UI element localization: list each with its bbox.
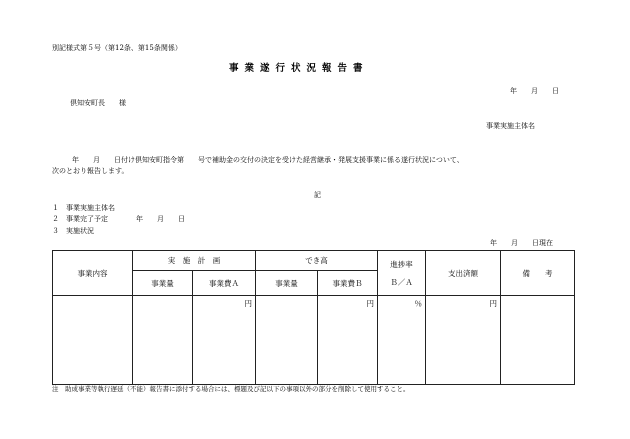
body-text-line-1: 年 月 日付け倶知安町指令第 号で補助金の交付の決定を受けた経営継承・発展支援事業に係る遂行状況について、 — [72, 156, 464, 164]
unit-yen: 円 — [318, 296, 378, 385]
table-cell — [256, 296, 318, 385]
table-cell — [133, 296, 193, 385]
progress-header — [378, 251, 426, 296]
plan-header: 実 施 計 画 — [133, 251, 256, 271]
table-cell — [501, 296, 575, 385]
progress-header-top: 進捗率 — [390, 259, 413, 269]
date-line: 年 月 日 — [510, 87, 559, 95]
list-item: ２ 事業完了予定 年 月 日 — [52, 215, 185, 223]
form-number: 別記様式第５号（第12条、第15条関係） — [52, 44, 182, 52]
unit-yen: 円 — [426, 296, 501, 385]
footnote: 注 助成事業等執行遅延（不能）報告書に添付する場合には、標題及び記以下の事項以外の部分を削除して使用すること。 — [52, 385, 410, 393]
applicant-label: 事業実施主体名 — [486, 122, 535, 130]
body-text-line-2: 次のとおり報告します。 — [52, 167, 129, 175]
actual-cost-b-header: 事業費Ｂ — [318, 271, 378, 296]
progress-header-bottom: Ｂ／Ａ — [390, 277, 413, 287]
actual-header: でき高 — [256, 251, 378, 271]
list-item: ３ 実施状況 — [52, 227, 94, 235]
unit-yen: 円 — [193, 296, 256, 385]
list-item: １ 事業実施主体名 — [52, 204, 115, 212]
as-of-date: 年 月 日現在 — [490, 239, 553, 247]
ki-heading: 記 — [314, 191, 321, 199]
status-table — [52, 250, 575, 385]
plan-amount-header: 事業量 — [133, 271, 193, 296]
table-cell — [53, 296, 133, 385]
content-header: 事業内容 — [53, 251, 133, 296]
addressee: 倶知安町長 様 — [70, 99, 126, 107]
plan-cost-a-header: 事業費Ａ — [193, 271, 256, 296]
unit-percent: ％ — [378, 296, 426, 385]
remarks-header: 備 考 — [501, 251, 575, 296]
actual-amount-header: 事業量 — [256, 271, 318, 296]
paid-header: 支出済額 — [426, 251, 501, 296]
document-title: 事業遂行状況報告書 — [229, 63, 369, 74]
